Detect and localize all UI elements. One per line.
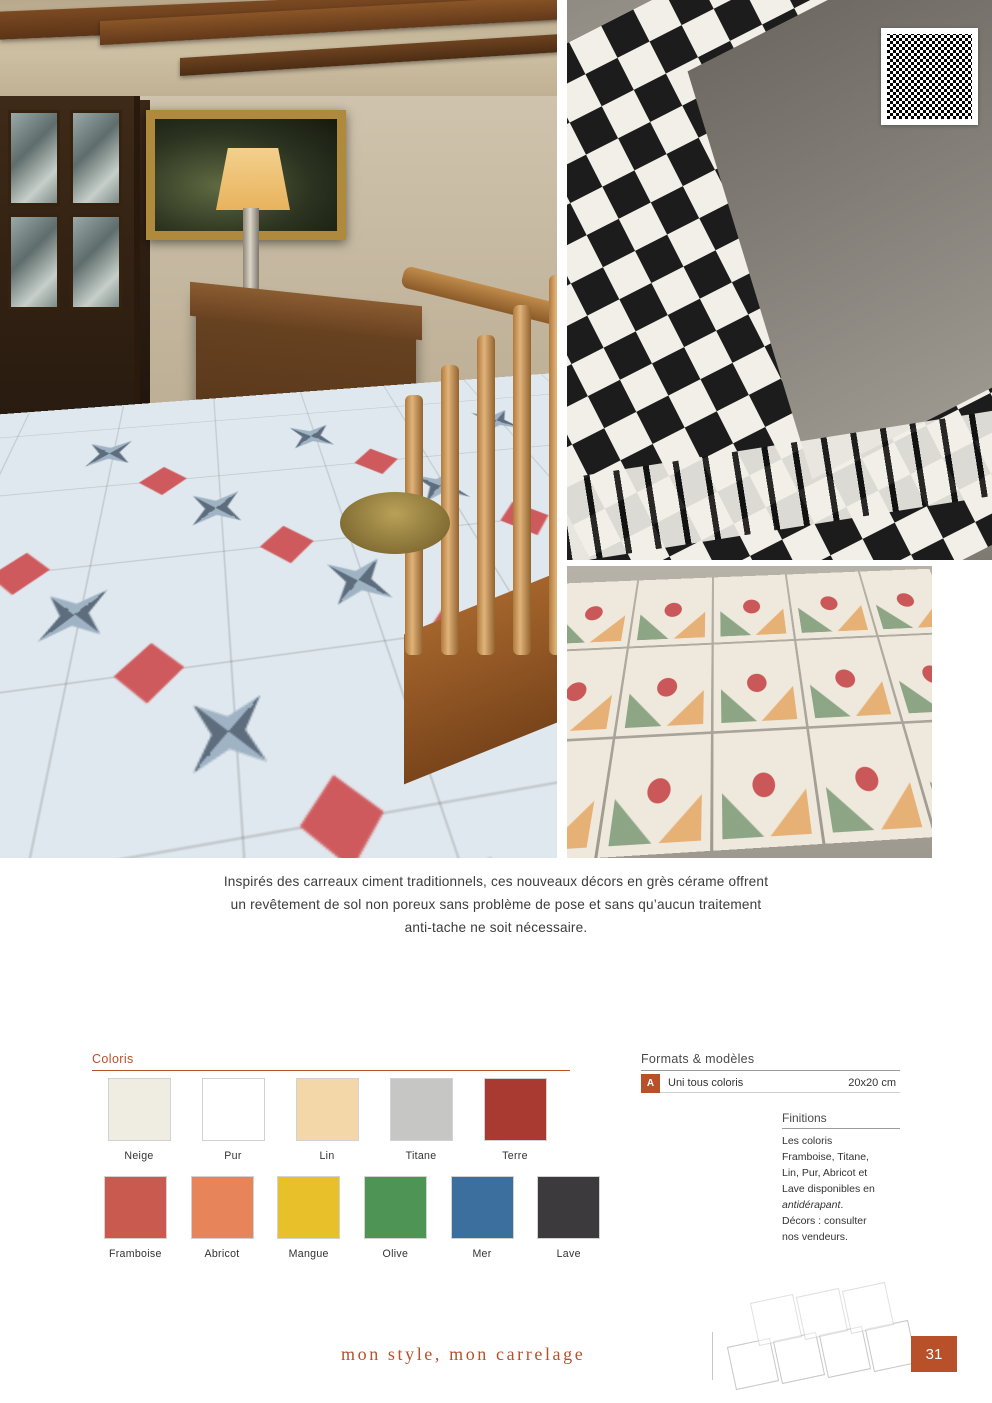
swatch-label: Titane [405,1150,437,1162]
finitions-line-2: Framboise, Titane, [782,1151,869,1163]
swatch-label: Abricot [204,1248,240,1260]
swatch-color-titane [390,1078,453,1141]
format-row [641,1074,900,1093]
coloris-swatch-grid [92,1078,612,1260]
finitions-body [782,1133,902,1245]
footer-divider [712,1332,713,1380]
swatch-label: Framboise [108,1248,162,1260]
swatch-color-mangue [277,1176,340,1239]
footer-tile-decoration [727,1316,925,1396]
finitions-line-1: Les coloris [782,1135,833,1147]
finitions-italic-tail: . [840,1199,844,1211]
swatch-color-abricot [191,1176,254,1239]
finitions-line-6: nos vendeurs. [782,1231,848,1243]
footer-tagline: mon style, mon carrelage [341,1344,586,1364]
lamp-shade [216,148,290,210]
swatch-label: Lin [319,1150,335,1162]
swatch-row [92,1078,612,1162]
door-pane [70,110,122,206]
format-badge: A [641,1074,660,1093]
intro-paragraph: Inspirés des carreaux ciment traditionnels, ces nouveaux décors en grès cérame offrent un revêtement de sol non poreux sans problème de pose et sans qu’aucun traitement anti-tache ne soit nécessaire. [223,874,769,935]
swatch-label: Olive [382,1248,409,1260]
format-size: 20x20 cm [848,1077,896,1089]
page-number: 31 [911,1336,957,1372]
door-pane [8,110,60,206]
decor-tiles-grid [567,569,932,858]
formats-section-title: Formats & modèles [641,1052,900,1071]
swatch-terre[interactable] [468,1078,562,1162]
intro-text [0,870,992,939]
swatch-color-olive [364,1176,427,1239]
finitions-title: Finitions [782,1111,900,1129]
swatch-color-pur [202,1078,265,1141]
format-name: Uni tous coloris [668,1077,744,1089]
swatch-framboise[interactable] [92,1176,179,1260]
swatch-mer[interactable] [439,1176,526,1260]
patterned-tiles-photo [567,566,932,858]
stair-balustrade [395,255,557,655]
swatch-color-neige [108,1078,171,1141]
door-pane [70,214,122,310]
swatch-label: Pur [224,1150,242,1162]
qr-code-icon[interactable] [881,28,978,125]
coloris-section-title: Coloris [92,1052,570,1071]
swatch-label: Terre [502,1150,528,1162]
swatch-titane[interactable] [374,1078,468,1162]
swatch-lin[interactable] [280,1078,374,1162]
swatch-neige[interactable] [92,1078,186,1162]
finitions-line-3: Lin, Pur, Abricot et [782,1167,868,1179]
interior-hallway-photo [0,0,557,858]
swatch-color-mer [451,1176,514,1239]
swatch-abricot[interactable] [179,1176,266,1260]
door-pane [8,214,60,310]
swatch-color-framboise [104,1176,167,1239]
swatch-label: Mangue [288,1248,329,1260]
swatch-color-lave [537,1176,600,1239]
finitions-line-5: Décors : consulter [782,1215,867,1227]
swatch-label: Mer [472,1248,492,1260]
swatch-row [92,1176,612,1260]
swatch-color-terre [484,1078,547,1141]
swatch-lave[interactable] [525,1176,612,1260]
swatch-olive[interactable] [352,1176,439,1260]
brass-basin [340,492,450,554]
swatch-label: Lave [556,1248,581,1260]
checkerboard-floor-photo [567,0,992,560]
swatch-color-lin [296,1078,359,1141]
swatch-label: Neige [124,1150,154,1162]
swatch-mangue[interactable] [265,1176,352,1260]
finitions-italic-term: antidérapant [782,1199,841,1211]
swatch-pur[interactable] [186,1078,280,1162]
glass-door [0,96,140,436]
finitions-line-4: Lave disponibles en [782,1183,875,1195]
qr-code-pattern [887,34,972,119]
